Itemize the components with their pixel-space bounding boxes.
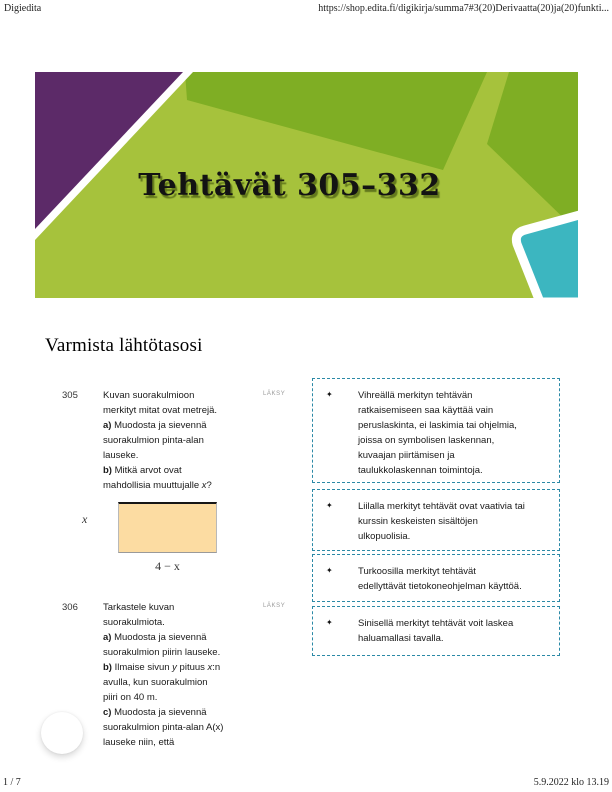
floating-circle-button[interactable] (41, 712, 83, 754)
homework-tag: LÄKSY (263, 391, 286, 397)
info-box-lilac-tasks (312, 489, 560, 551)
info-box-text: Liilalla merkityt tehtävät ovat vaativia tai kurssin keskeisten sisältöjen ulkopuolisia. (358, 501, 525, 542)
info-box-text: Turkoosilla merkityt tehtävät edellyttävät tietokoneohjelman käyttöä. (358, 566, 522, 592)
info-box-blue-tasks (312, 606, 560, 656)
exercise-text: Tarkastele kuvan suorakulmiota. a) Muodosta ja sievennä suorakulmion piirin lauseke. b) Ilmaise sivun y pituus x:n avulla, kun suorakulmion piiri on 40 m. c) Muodosta ja sievennä suorakulmion pinta-alan A(x) lauseke niin, että (103, 602, 224, 748)
section-heading: Varmista lähtötasosi (45, 335, 203, 356)
info-box-text: Vihreällä merkityn tehtävän ratkaisemiseen saa käyttää vain peruslaskinta, ei laskimia tai ohjelmia, joissa on symbolisen laskennan, kuvaajan piirtämisen ja taulukkolaskennan toimintoja. (358, 390, 517, 476)
exercise-text: Kuvan suorakulmioon merkityt mitat ovat metrejä. a) Muodosta ja sievennä suorakulmion pinta-alan lauseke. b) Mitkä arvot ovat mahdollisia muuttujalle x? (103, 390, 218, 491)
star-bullet-icon: ✦ (326, 618, 333, 627)
star-bullet-icon: ✦ (326, 501, 333, 510)
chapter-banner (35, 72, 578, 298)
info-box-turquoise-tasks (312, 554, 560, 602)
page-indicator: 1 / 7 (3, 777, 21, 788)
footer-timestamp: 5.9.2022 klo 13.19 (533, 777, 609, 788)
figure-side-label: x (82, 512, 88, 526)
star-bullet-icon: ✦ (326, 566, 333, 575)
homework-tag: LÄKSY (263, 603, 286, 609)
info-box-text: Sinisellä merkityt tehtävät voit laskea haluamallasi tavalla. (358, 618, 514, 644)
header-url: https://shop.edita.fi/digikirja/summa7#3(20)Derivaatta(20)ja(20)funkti... (318, 3, 609, 14)
info-box-green-tasks (312, 378, 560, 483)
header-app-title: Digiedita (4, 3, 42, 14)
figure-base-label: 4 − x (155, 559, 180, 573)
banner-title: Tehtävät 305–332 (138, 168, 441, 203)
exercise-number: 306 (62, 602, 78, 613)
star-bullet-icon: ✦ (326, 390, 333, 399)
rectangle-figure (118, 502, 217, 553)
exercise-number: 305 (62, 390, 78, 401)
